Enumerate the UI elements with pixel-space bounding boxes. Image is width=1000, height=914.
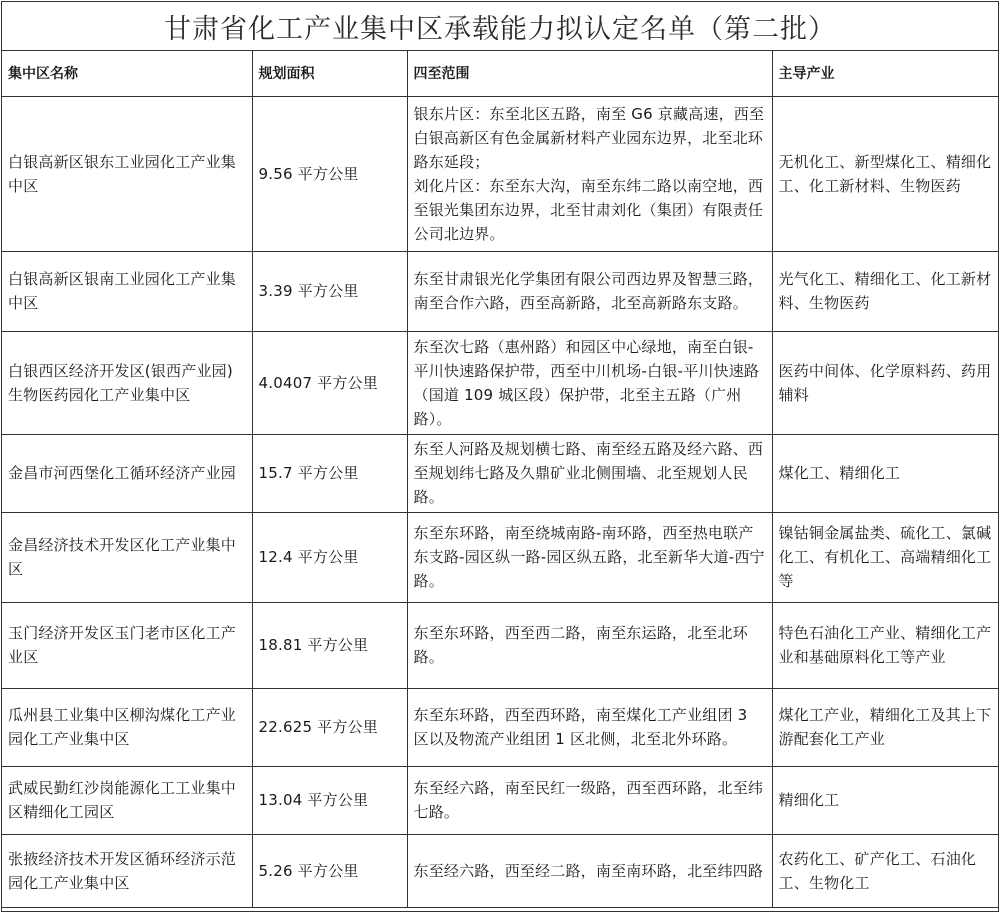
leading-industry-cell: 精细化工 bbox=[772, 766, 998, 834]
table-row bbox=[2, 688, 998, 766]
planned-area-cell: 22.625 平方公里 bbox=[252, 688, 407, 766]
table-row bbox=[2, 434, 998, 512]
boundaries-cell: 东至东环路，西至西二路，南至东运路，北至北环路。 bbox=[407, 602, 772, 688]
boundaries-cell: 东至人河路及规划横七路、南至经五路及经六路、西至规划纬七路及久鼎矿业北侧围墙、北至规划人民路。 bbox=[407, 434, 772, 512]
header-leading-industry: 主导产业 bbox=[772, 51, 998, 96]
boundaries-line: 银东片区：东至北区五路，南至 G6 京藏高速，西至白银高新区有色金属新材料产业园东边界，北至北环路东延段； bbox=[413, 104, 765, 171]
leading-industry-cell: 特色石油化工产业、精细化工产业和基础原料化工等产业 bbox=[772, 602, 998, 688]
planned-area-cell: 3.39 平方公里 bbox=[252, 251, 407, 331]
leading-industry-cell: 煤化工、精细化工 bbox=[772, 434, 998, 512]
planned-area-cell: 13.04 平方公里 bbox=[252, 766, 407, 834]
leading-industry-cell: 农药化工、矿产化工、石油化工、生物化工 bbox=[772, 834, 998, 907]
table-row bbox=[2, 331, 998, 434]
planned-area-cell: 5.26 平方公里 bbox=[252, 834, 407, 907]
zone-name-cell: 武威民勤红沙岗能源化工工业集中区精细化工园区 bbox=[2, 766, 252, 834]
zone-name-cell: 金昌市河西堡化工循环经济产业园 bbox=[2, 434, 252, 512]
zone-name-cell: 瓜州县工业集中区柳沟煤化工产业园化工产业集中区 bbox=[2, 688, 252, 766]
planned-area-cell: 18.81 平方公里 bbox=[252, 602, 407, 688]
boundaries-cell: 东至次七路（惠州路）和园区中心绿地，南至白银-平川快速路保护带，西至中川机场-白银-平川快速路（国道 109 城区段）保护带，北至主五路（广州路）。 bbox=[407, 331, 772, 434]
table-row bbox=[2, 251, 998, 331]
boundaries-cell: 东至东环路，南至绕城南路-南环路，西至热电联产东支路-园区纵一路-园区纵五路，北至新华大道-西宁路。 bbox=[407, 512, 772, 602]
table-header-row bbox=[2, 51, 998, 96]
zone-name-cell: 玉门经济开发区玉门老市区化工产业区 bbox=[2, 602, 252, 688]
leading-industry-cell: 无机化工、新型煤化工、精细化工、化工新材料、生物医药 bbox=[772, 96, 998, 251]
planned-area-cell: 9.56 平方公里 bbox=[252, 96, 407, 251]
table-row bbox=[2, 766, 998, 834]
zone-name-cell: 白银高新区银南工业园化工产业集中区 bbox=[2, 251, 252, 331]
planned-area-cell: 15.7 平方公里 bbox=[252, 434, 407, 512]
boundaries-cell bbox=[407, 96, 772, 251]
table-row bbox=[2, 512, 998, 602]
zone-name-cell: 金昌经济技术开发区化工产业集中区 bbox=[2, 512, 252, 602]
zone-name-cell: 张掖经济技术开发区循环经济示范园化工产业集中区 bbox=[2, 834, 252, 907]
zone-name-cell: 白银西区经济开发区(银西产业园)生物医药园化工产业集中区 bbox=[2, 331, 252, 434]
zone-name-cell: 白银高新区银东工业园化工产业集中区 bbox=[2, 96, 252, 251]
table-row bbox=[2, 834, 998, 907]
boundaries-cell: 东至经六路，南至民红一级路，西至西环路，北至纬七路。 bbox=[407, 766, 772, 834]
document-title: 甘肃省化工产业集中区承载能力拟认定名单（第二批） bbox=[2, 2, 998, 51]
header-planned-area: 规划面积 bbox=[252, 51, 407, 96]
boundaries-cell: 东至经六路，西至经二路，南至南环路，北至纬四路 bbox=[407, 834, 772, 907]
table-row bbox=[2, 96, 998, 251]
header-boundaries: 四至范围 bbox=[407, 51, 772, 96]
leading-industry-cell: 煤化工产业，精细化工及其上下游配套化工产业 bbox=[772, 688, 998, 766]
leading-industry-cell: 光气化工、精细化工、化工新材料、生物医药 bbox=[772, 251, 998, 331]
planned-area-cell: 4.0407 平方公里 bbox=[252, 331, 407, 434]
leading-industry-cell: 医药中间体、化学原料药、药用辅料 bbox=[772, 331, 998, 434]
leading-industry-cell: 镍钴铜金属盐类、硫化工、氯碱化工、有机化工、高端精细化工等 bbox=[772, 512, 998, 602]
header-zone-name: 集中区名称 bbox=[2, 51, 252, 96]
boundaries-line: 刘化片区：东至东大沟，南至东纬二路以南空地，西至银光集团东边界，北至甘肃刘化（集团）有限责任公司北边界。 bbox=[413, 176, 764, 243]
planned-area-cell: 12.4 平方公里 bbox=[252, 512, 407, 602]
zones-table bbox=[2, 51, 998, 908]
boundaries-cell: 东至甘肃银光化学集团有限公司西边界及智慧三路，南至合作六路，西至高新路，北至高新路东支路。 bbox=[407, 251, 772, 331]
table-row bbox=[2, 602, 998, 688]
boundaries-cell: 东至东环路，西至西环路，南至煤化工产业组团 3 区以及物流产业组团 1 区北侧，北至北外环路。 bbox=[407, 688, 772, 766]
document-page bbox=[1, 1, 999, 912]
